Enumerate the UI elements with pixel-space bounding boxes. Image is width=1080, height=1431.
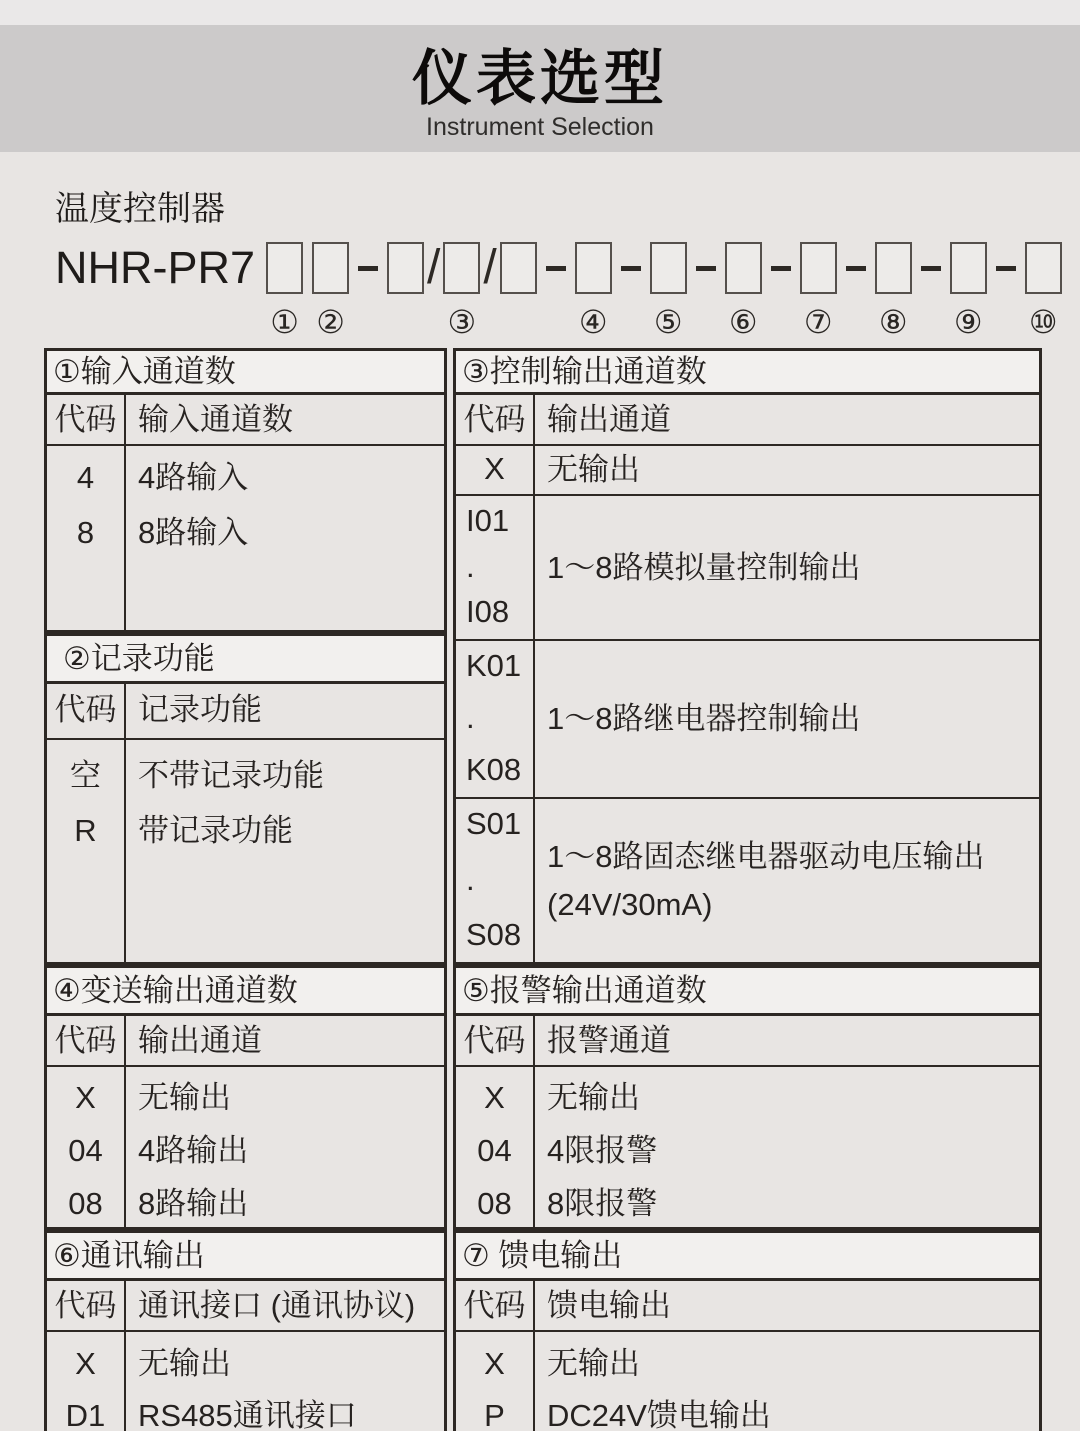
position-label-3: ③ bbox=[447, 304, 477, 340]
table-row bbox=[456, 446, 1039, 496]
dash-separator bbox=[696, 266, 716, 271]
position-label-10: ⑩ bbox=[1028, 304, 1058, 340]
section-title: ⑤报警输出通道数 bbox=[456, 968, 1039, 1016]
desc-value: 4路输入 bbox=[138, 460, 249, 495]
table-body bbox=[47, 1067, 444, 1230]
desc-value: 1～8路模拟量控制输出 bbox=[547, 549, 861, 585]
left-column bbox=[44, 1230, 447, 1431]
dash-separator bbox=[846, 266, 866, 271]
code-cell bbox=[47, 740, 126, 962]
column-headers bbox=[47, 1016, 444, 1067]
dash-separator bbox=[621, 266, 641, 271]
code-value: 8 bbox=[76, 515, 95, 550]
code-range bbox=[456, 641, 533, 797]
desc-value: RS485通讯接口 bbox=[138, 1398, 357, 1431]
column-headers bbox=[456, 395, 1039, 446]
section-alarm-output-channels bbox=[453, 965, 1042, 1230]
code-value: K08 bbox=[466, 752, 522, 787]
code-value: 空 bbox=[70, 758, 101, 793]
model-box bbox=[875, 242, 912, 294]
code-value: I08 bbox=[466, 594, 510, 629]
column-header-code: 代码 bbox=[47, 395, 126, 444]
model-box-group bbox=[387, 242, 537, 294]
tables-row-1 bbox=[44, 348, 1042, 965]
model-box bbox=[443, 242, 480, 294]
code-value: S01 bbox=[466, 806, 522, 841]
column-headers bbox=[47, 395, 444, 446]
position-label-5: ⑤ bbox=[653, 304, 683, 340]
dash-separator bbox=[921, 266, 941, 271]
section-title: ⑦ 馈电输出 bbox=[456, 1233, 1039, 1281]
model-position-9 bbox=[950, 242, 987, 340]
code-value: R bbox=[74, 813, 97, 848]
code-value: K01 bbox=[466, 648, 522, 683]
desc-cell bbox=[126, 446, 444, 630]
right-column bbox=[453, 965, 1042, 1230]
code-value: S08 bbox=[466, 917, 522, 952]
column-headers bbox=[456, 1016, 1039, 1067]
column-header-desc: 报警通道 bbox=[547, 1023, 671, 1058]
desc-cell bbox=[535, 1332, 1039, 1431]
section-communication-output bbox=[44, 1230, 447, 1431]
code-value: 04 bbox=[68, 1133, 103, 1168]
desc-value: 8路输出 bbox=[138, 1186, 249, 1221]
model-box bbox=[800, 242, 837, 294]
section-title: ④变送输出通道数 bbox=[47, 968, 444, 1016]
section-title: ③控制输出通道数 bbox=[456, 351, 1039, 395]
slash-separator: / bbox=[483, 241, 497, 294]
table-row bbox=[456, 799, 1039, 962]
column-header-desc: 记录功能 bbox=[138, 692, 262, 727]
column-header-code: 代码 bbox=[456, 1281, 535, 1330]
column-header-code: 代码 bbox=[47, 1016, 126, 1065]
desc-value: 4路输出 bbox=[138, 1133, 249, 1168]
position-label-4: ④ bbox=[578, 304, 608, 340]
content-area bbox=[0, 152, 1080, 1431]
code-value: X bbox=[75, 1080, 96, 1115]
table-body bbox=[47, 1332, 444, 1431]
position-label-9: ⑨ bbox=[953, 304, 983, 340]
model-box bbox=[387, 242, 424, 294]
code-value: P bbox=[484, 1398, 505, 1431]
desc-value: 无输出 bbox=[547, 452, 640, 487]
model-position-3-group bbox=[387, 242, 537, 340]
desc-cell bbox=[126, 740, 444, 962]
desc-value: 不带记录功能 bbox=[138, 758, 324, 793]
code-value: 4 bbox=[76, 460, 95, 495]
column-headers bbox=[456, 1281, 1039, 1332]
table-row bbox=[456, 496, 1039, 641]
model-position-5 bbox=[650, 242, 687, 340]
desc-cell bbox=[535, 1067, 1039, 1230]
slash-separator: / bbox=[427, 241, 441, 294]
code-cell bbox=[47, 1332, 126, 1431]
desc-value-line2: (24V/30mA) bbox=[547, 886, 713, 922]
right-column bbox=[453, 1230, 1042, 1431]
code-cell: X bbox=[456, 446, 535, 494]
code-value: 08 bbox=[68, 1186, 103, 1221]
desc-value: 无输出 bbox=[547, 1346, 640, 1381]
column-header-code: 代码 bbox=[47, 684, 126, 738]
desc-value: 8限报警 bbox=[547, 1186, 658, 1221]
section-title: ⑥通讯输出 bbox=[47, 1233, 444, 1281]
section-transmit-output-channels bbox=[44, 965, 447, 1230]
position-label-1: ① bbox=[270, 304, 299, 340]
section-power-supply-output bbox=[453, 1230, 1042, 1431]
section-control-output-channels bbox=[453, 348, 1042, 965]
top-strip bbox=[0, 0, 1080, 25]
code-cell bbox=[456, 496, 535, 639]
section-record-function bbox=[44, 633, 447, 965]
position-label-2: ② bbox=[316, 304, 345, 340]
model-position-1 bbox=[266, 242, 303, 340]
code-value: I01 bbox=[466, 503, 510, 538]
column-header-desc: 输出通道 bbox=[138, 1023, 262, 1058]
desc-value: DC24V馈电输出 bbox=[547, 1398, 771, 1431]
desc-cell bbox=[535, 496, 1039, 639]
header-band bbox=[0, 25, 1080, 152]
code-ellipsis: . bbox=[466, 861, 475, 897]
dash-separator bbox=[546, 266, 566, 271]
code-ellipsis: . bbox=[466, 700, 475, 735]
table-row bbox=[456, 641, 1039, 799]
model-position-8 bbox=[875, 242, 912, 340]
code-value: X bbox=[75, 1346, 96, 1381]
desc-cell bbox=[126, 1067, 444, 1230]
desc-value: 无输出 bbox=[138, 1080, 231, 1115]
model-box bbox=[500, 242, 537, 294]
model-box bbox=[266, 242, 303, 294]
model-box bbox=[312, 242, 349, 294]
code-cell bbox=[456, 1332, 535, 1431]
column-headers bbox=[47, 684, 444, 740]
page-title: 仪表选型 bbox=[412, 45, 668, 112]
code-cell bbox=[47, 446, 126, 630]
model-box bbox=[1025, 242, 1062, 294]
tables-row-2 bbox=[44, 965, 1042, 1230]
position-label-6: ⑥ bbox=[728, 304, 758, 340]
column-header-desc: 通讯接口 (通讯协议) bbox=[138, 1288, 416, 1323]
column-header-desc: 输出通道 bbox=[547, 402, 671, 437]
tables-row-3 bbox=[44, 1230, 1042, 1431]
code-range bbox=[456, 496, 533, 639]
column-headers bbox=[47, 1281, 444, 1332]
model-box bbox=[725, 242, 762, 294]
section-title: ②记录功能 bbox=[47, 636, 444, 684]
desc-value: 1～8路固态继电器驱动电压输出 bbox=[547, 838, 985, 874]
desc-value: 8路输入 bbox=[138, 515, 249, 550]
section-title: ①输入通道数 bbox=[47, 351, 444, 395]
table-body bbox=[456, 1332, 1039, 1431]
column-header-desc: 馈电输出 bbox=[547, 1288, 671, 1323]
desc-value: 无输出 bbox=[547, 1080, 640, 1115]
desc-value: 4限报警 bbox=[547, 1133, 658, 1168]
code-cell bbox=[456, 1067, 535, 1230]
desc-cell bbox=[126, 1332, 444, 1431]
table-body bbox=[456, 1067, 1039, 1230]
code-range bbox=[456, 799, 533, 962]
left-column bbox=[44, 965, 447, 1230]
code-ellipsis: . bbox=[466, 548, 475, 584]
product-name: 温度控制器 bbox=[55, 190, 225, 228]
desc-value: 带记录功能 bbox=[138, 813, 293, 848]
section-input-channels bbox=[44, 348, 447, 633]
model-box bbox=[650, 242, 687, 294]
desc-cell bbox=[535, 641, 1039, 797]
desc-value: 1～8路继电器控制输出 bbox=[547, 701, 861, 736]
code-cell bbox=[456, 799, 535, 962]
right-column bbox=[453, 348, 1042, 965]
model-prefix: NHR-PR7 bbox=[55, 242, 256, 293]
column-header-code: 代码 bbox=[47, 1281, 126, 1330]
model-position-10 bbox=[1025, 242, 1062, 340]
code-value: 04 bbox=[477, 1133, 512, 1168]
model-box bbox=[950, 242, 987, 294]
model-position-6 bbox=[725, 242, 762, 340]
column-header-code: 代码 bbox=[456, 395, 535, 444]
code-value: X bbox=[484, 1346, 505, 1381]
dash-separator bbox=[771, 266, 791, 271]
code-value: 08 bbox=[477, 1186, 512, 1221]
model-position-4 bbox=[575, 242, 612, 340]
model-position-7 bbox=[800, 242, 837, 340]
position-label-7: ⑦ bbox=[803, 304, 833, 340]
column-header-desc: 输入通道数 bbox=[138, 402, 293, 437]
table-body bbox=[456, 446, 1039, 962]
column-header-code: 代码 bbox=[456, 1016, 535, 1065]
code-value: X bbox=[484, 1080, 505, 1115]
left-column bbox=[44, 348, 447, 965]
model-position-2 bbox=[312, 242, 349, 340]
code-value: D1 bbox=[65, 1398, 106, 1431]
model-box bbox=[575, 242, 612, 294]
position-label-8: ⑧ bbox=[878, 304, 908, 340]
page-subtitle: Instrument Selection bbox=[426, 113, 654, 141]
selection-tables bbox=[44, 348, 1042, 1431]
code-cell bbox=[47, 1067, 126, 1230]
model-code-line bbox=[55, 241, 1058, 340]
desc-value: 无输出 bbox=[138, 1346, 231, 1381]
desc-cell bbox=[535, 446, 1039, 494]
desc-cell bbox=[535, 799, 1039, 962]
table-body bbox=[47, 740, 444, 962]
dash-separator bbox=[996, 266, 1016, 271]
code-cell bbox=[456, 641, 535, 797]
dash-separator bbox=[358, 266, 378, 271]
table-body bbox=[47, 446, 444, 630]
